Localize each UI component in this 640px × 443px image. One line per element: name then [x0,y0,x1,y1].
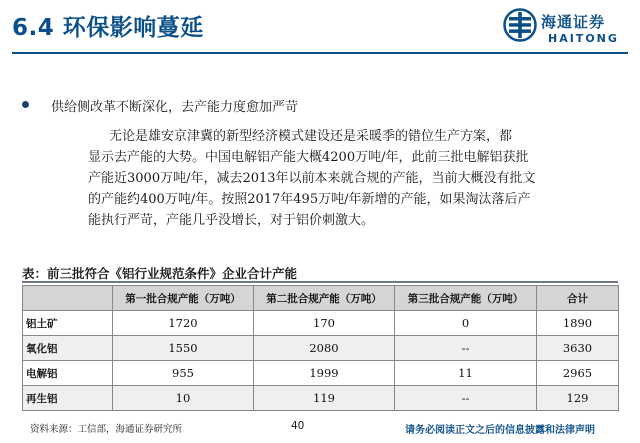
table-cell: 1720 [113,311,254,336]
paragraph-line: 产能近3000万吨/年，减去2013年以前本来就合规的产能，当前大概没有批文 [88,171,536,186]
bullet-dot-icon [22,101,29,108]
legal-disclaimer: 请务必阅读正文之后的信息披露和法律声明 [405,425,595,436]
bullet-text: 供给侧改革不断深化，去产能力度愈加严苛 [51,100,299,115]
row-label: 铝土矿 [23,311,113,336]
table-row [23,336,619,361]
row-label: 电解铝 [23,361,113,386]
table-header-cell: 第一批合规产能（万吨） [113,286,254,311]
table-cell: 129 [537,386,619,411]
body-paragraph [88,126,618,231]
table-cell: -- [395,386,537,411]
row-label: 再生铝 [23,386,113,411]
paragraph-line: 的产能约400万吨/年。按照2017年495万吨/年新增的产能，如果淘汰落后产 [88,192,531,207]
table-cell: 10 [113,386,254,411]
haitong-logo-icon [503,8,537,42]
table-header-row [23,286,619,311]
table-cell: 955 [113,361,254,386]
haitong-logo [503,8,633,50]
table-cell: 2965 [537,361,619,386]
logo-chinese-text: 海通证券 [541,13,606,31]
table-cell: 2080 [254,336,395,361]
table-cell: 0 [395,311,537,336]
table-cell: 1890 [537,311,619,336]
table-header-cell [23,286,113,311]
table-row [23,386,619,411]
paragraph-line: 能执行严苛，产能几乎没增长，对于铝价刺激大。 [88,213,375,228]
table-cell: 1999 [254,361,395,386]
table-cell: -- [395,336,537,361]
table-cell: 11 [395,361,537,386]
source-note: 资料来源：工信部，海通证券研究所 [30,424,183,435]
table-header-cell: 第三批合规产能（万吨） [395,286,537,311]
table-caption: 表：前三批符合《铝行业规范条件》企业合计产能 [22,266,298,281]
page-title: 6.4 环保影响蔓延 [12,15,204,41]
capacity-table [22,285,619,411]
page-number: 40 [291,420,305,432]
paragraph-line: 显示去产能的大势。中国电解铝产能大概4200万吨/年，此前三批电解铝获批 [88,150,529,165]
table-cell: 170 [254,311,395,336]
table-cell: 119 [254,386,395,411]
table-row [23,311,619,336]
table-header-cell: 第二批合规产能（万吨） [254,286,395,311]
table-row [23,361,619,386]
paragraph-line: 无论是雄安京津冀的新型经济模式建设还是采暖季的错位生产方案，都 [109,129,513,144]
slide-header [0,0,640,60]
table-header-cell: 合计 [537,286,619,311]
logo-english-text: HAITONG [548,32,619,45]
header-divider [12,52,628,54]
caption-divider [22,281,618,283]
table-cell: 3630 [537,336,619,361]
table-cell: 1550 [113,336,254,361]
row-label: 氧化铝 [23,336,113,361]
